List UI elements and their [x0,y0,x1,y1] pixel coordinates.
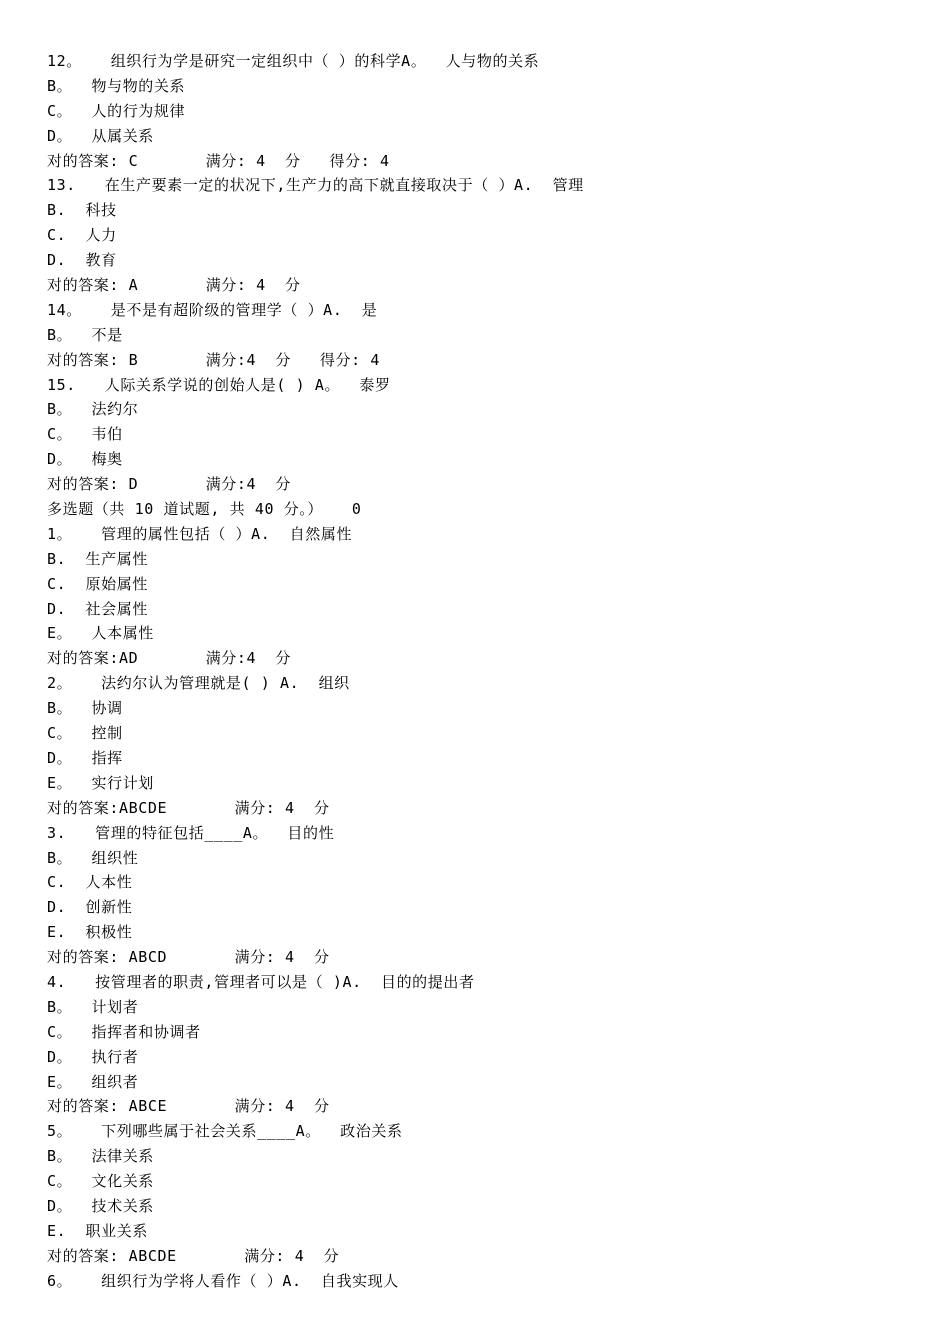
text-line: B。 法约尔 [47,400,139,419]
text-line: 对的答案:AD 满分:4 分 [47,649,292,668]
text-line: D. 创新性 [47,898,133,917]
text-line: B。 协调 [47,699,123,718]
text-line: C。 文化关系 [47,1172,154,1191]
text-line: D。 技术关系 [47,1196,154,1215]
text-line: E。 组织者 [47,1072,139,1091]
document-page [47,49,927,1294]
text-line: E。 人本属性 [47,624,154,643]
text-line: 3. 管理的特征包括____A。 目的性 [47,823,335,842]
text-line: 对的答案: B 满分:4 分 得分: 4 [47,350,381,369]
text-line: 对的答案: A 满分: 4 分 [47,276,301,295]
text-line: 4. 按管理者的职责,管理者可以是（ )A. 目的的提出者 [47,972,475,991]
text-line: E. 积极性 [47,923,133,942]
text-line: D。 执行者 [47,1047,139,1066]
text-line: C。 人的行为规律 [47,101,186,120]
text-line: 14。 是不是有超阶级的管理学（ ）A. 是 [47,300,378,319]
text-line: B. 生产属性 [47,549,148,568]
text-line: 2。 法约尔认为管理就是( ) A. 组织 [47,674,350,693]
text-line: C。 韦伯 [47,425,123,444]
text-line: B。 法律关系 [47,1147,154,1166]
text-line: C. 人本性 [47,873,133,892]
text-line: 15. 人际关系学说的创始人是( ) A。 泰罗 [47,375,391,394]
text-line: D。 指挥 [47,748,123,767]
text-line: B。 不是 [47,325,123,344]
text-line: 6。 组织行为学将人看作（ ）A. 自我实现人 [47,1271,399,1290]
text-line: B。 物与物的关系 [47,76,186,95]
text-line: 对的答案:ABCDE 满分: 4 分 [47,798,330,817]
text-line: C. 人力 [47,226,117,245]
text-line: B。 组织性 [47,848,139,867]
text-line: 对的答案: C 满分: 4 分 得分: 4 [47,151,390,170]
text-line: E。 实行计划 [47,773,154,792]
text-line: D. 教育 [47,251,117,270]
text-line: 多选题（共 10 道试题, 共 40 分。） 0 [47,500,362,519]
text-line: 1。 管理的属性包括（ ）A. 自然属性 [47,524,353,543]
text-line: 对的答案: ABCE 满分: 4 分 [47,1097,330,1116]
text-line: D. 社会属性 [47,599,148,618]
text-line: B. 科技 [47,201,117,220]
text-line: C。 指挥者和协调者 [47,1022,201,1041]
text-line: 5。 下列哪些属于社会关系____A。 政治关系 [47,1122,403,1141]
text-line: 对的答案: D 满分:4 分 [47,475,292,494]
text-line: 12。 组织行为学是研究一定组织中（ ）的科学A。 人与物的关系 [47,52,540,70]
text-line: E. 职业关系 [47,1221,148,1240]
text-line: 对的答案: ABCDE 满分: 4 分 [47,1246,340,1265]
text-line: C。 控制 [47,724,123,743]
text-line: D。 从属关系 [47,126,154,145]
text-line: B。 计划者 [47,997,139,1016]
text-line: 对的答案: ABCD 满分: 4 分 [47,948,330,967]
text-line: 13. 在生产要素一定的状况下,生产力的高下就直接取决于（ ）A. 管理 [47,176,584,195]
text-line: C. 原始属性 [47,574,148,593]
text-line: D。 梅奥 [47,450,123,469]
